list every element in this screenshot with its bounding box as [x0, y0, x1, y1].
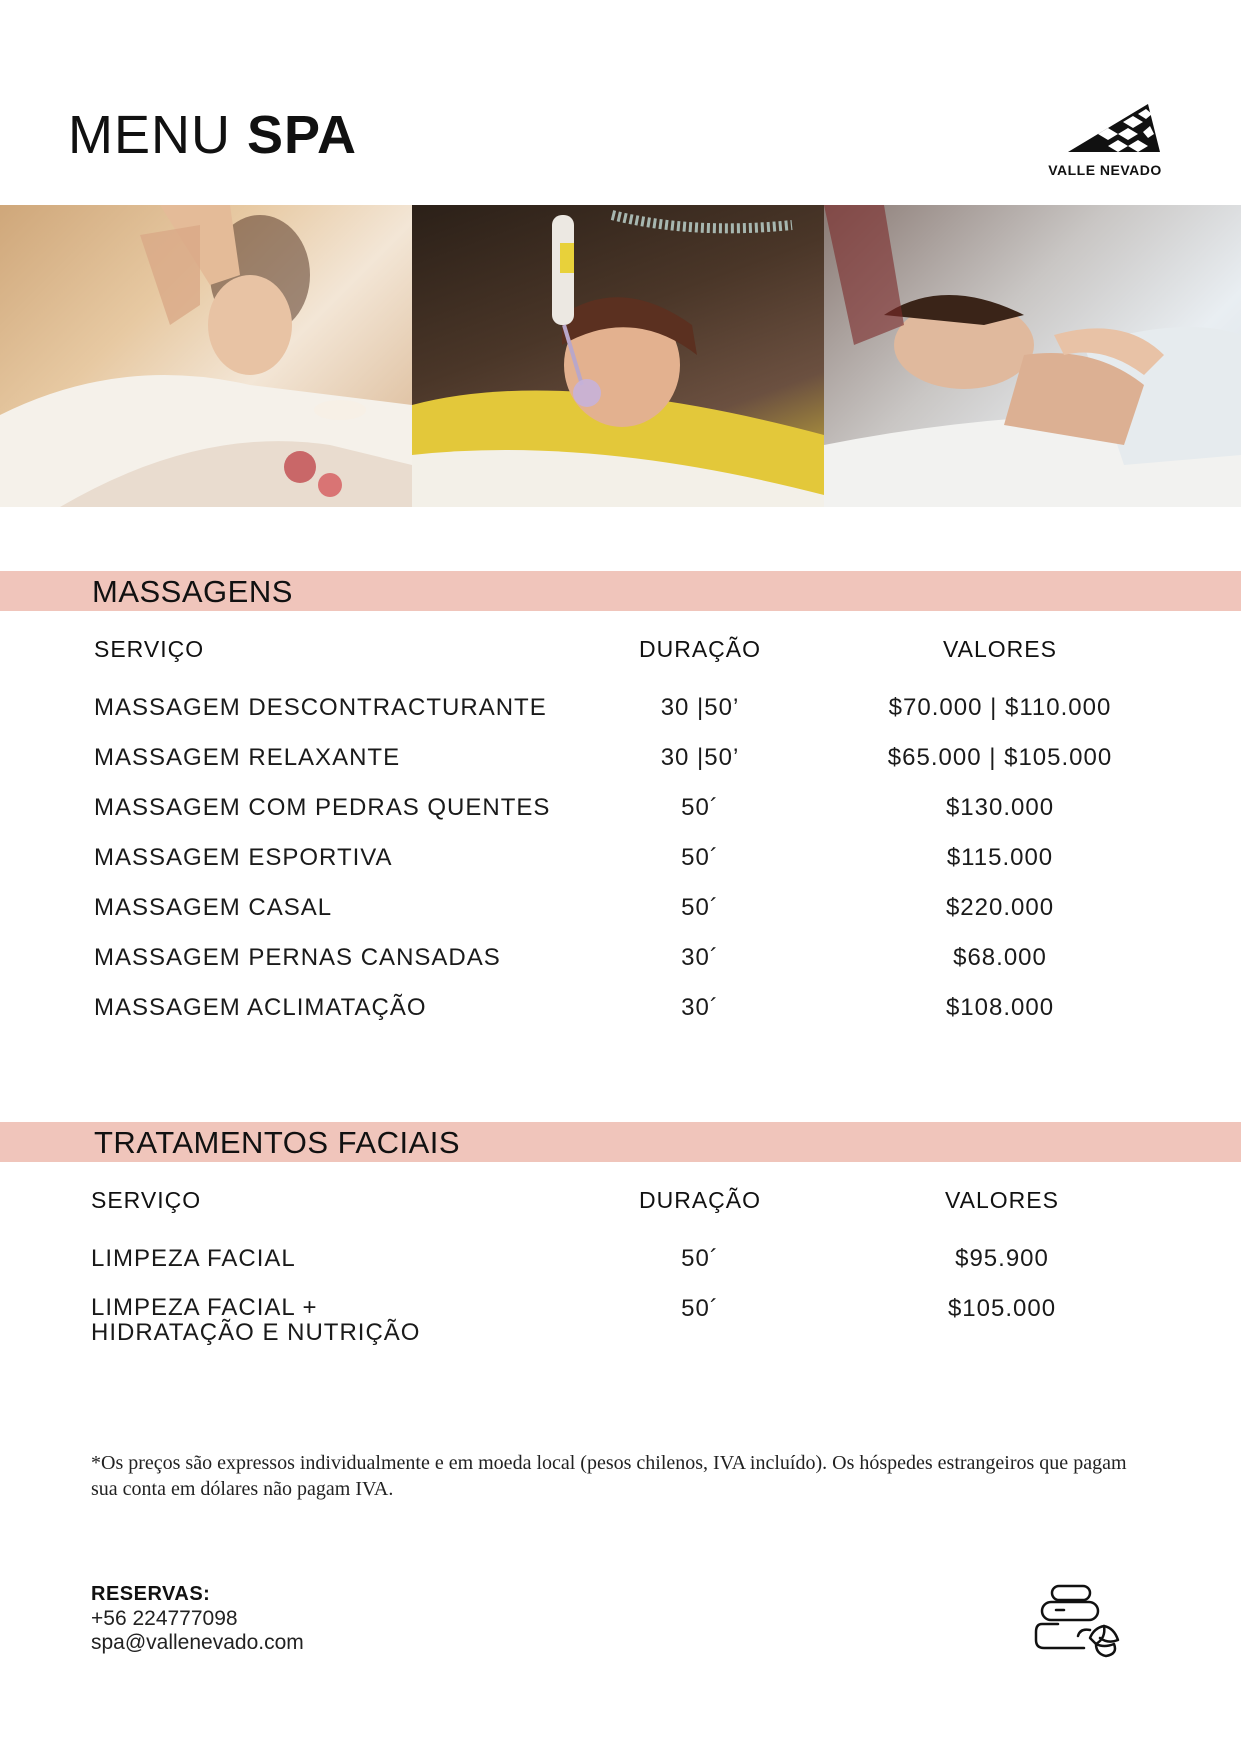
section-title-massagens: MASSAGENS [92, 574, 293, 609]
service-price: $115.000 [946, 844, 1054, 871]
service-name: MASSAGEM ESPORTIVA [94, 844, 393, 871]
mountain-logo-icon [1068, 104, 1168, 156]
page-title [68, 104, 357, 166]
column-header-duration: DURAÇÃO [638, 1187, 761, 1213]
service-name: MASSAGEM COM PEDRAS QUENTES [94, 794, 551, 821]
service-name [91, 1295, 420, 1345]
service-price: $65.000 | $105.000 [887, 744, 1113, 771]
service-name-line2: HIDRATAÇÃO E NUTRIÇÃO [91, 1319, 421, 1346]
reservations-label: RESERVAS: [91, 1583, 211, 1605]
service-name: MASSAGEM ACLIMATAÇÃO [94, 994, 427, 1021]
service-price: $220.000 [945, 894, 1055, 921]
faciais-table [0, 1245, 1241, 1355]
service-duration: 50´ [681, 1295, 719, 1322]
service-price: $70.000 | $110.000 [888, 694, 1112, 721]
shoulder-massage-photo [824, 205, 1241, 507]
service-name-line1: LIMPEZA FACIAL + [91, 1294, 318, 1321]
service-price: $68.000 [953, 944, 1047, 971]
page-title-bold: SPA [247, 105, 358, 165]
column-header-price: VALORES [945, 1187, 1059, 1213]
valle-nevado-logo [1040, 104, 1176, 180]
service-duration: 50´ [681, 844, 719, 871]
massagens-table [0, 694, 1241, 1024]
page-title-light: MENU [68, 105, 247, 165]
reservations-email[interactable]: spa@vallenevado.com [91, 1631, 304, 1654]
logo-text: VALLE NEVADO [1048, 162, 1162, 178]
column-header-service: SERVIÇO [94, 636, 205, 662]
service-price: $95.900 [955, 1245, 1049, 1272]
service-price: $108.000 [945, 994, 1055, 1021]
service-duration: 50´ [681, 794, 719, 821]
service-name: MASSAGEM RELAXANTE [94, 744, 401, 771]
service-name: LIMPEZA FACIAL [91, 1245, 296, 1272]
spa-stones-icon [1034, 1584, 1124, 1658]
service-duration: 30´ [681, 944, 719, 971]
service-price: $105.000 [947, 1295, 1057, 1322]
service-duration: 30´ [681, 994, 719, 1021]
facial-massage-photo [0, 205, 412, 507]
section-title-faciais: TRATAMENTOS FACIAIS [94, 1125, 461, 1160]
reservations-phone[interactable]: +56 224777098 [91, 1607, 238, 1630]
photo-strip [0, 205, 1241, 507]
service-name: MASSAGEM PERNAS CANSADAS [94, 944, 501, 971]
service-duration: 50´ [681, 1245, 719, 1272]
price-footnote: *Os preços são expressos individualmente e em moeda local (pesos chilenos, IVA incluído). Os hóspedes estrangeiros que pagam sua conta em dólares não pagam IVA. [91, 1452, 1127, 1500]
column-header-price: VALORES [943, 636, 1057, 662]
service-duration: 30 |50’ [660, 744, 740, 771]
service-duration: 50´ [681, 894, 719, 921]
column-header-service: SERVIÇO [91, 1187, 202, 1213]
facial-treatment-device-photo [412, 205, 824, 507]
service-name: MASSAGEM DESCONTRACTURANTE [94, 694, 547, 721]
column-header-duration: DURAÇÃO [638, 636, 761, 662]
service-name: MASSAGEM CASAL [94, 894, 333, 921]
service-duration: 30 |50’ [660, 694, 740, 721]
service-price: $130.000 [945, 794, 1055, 821]
